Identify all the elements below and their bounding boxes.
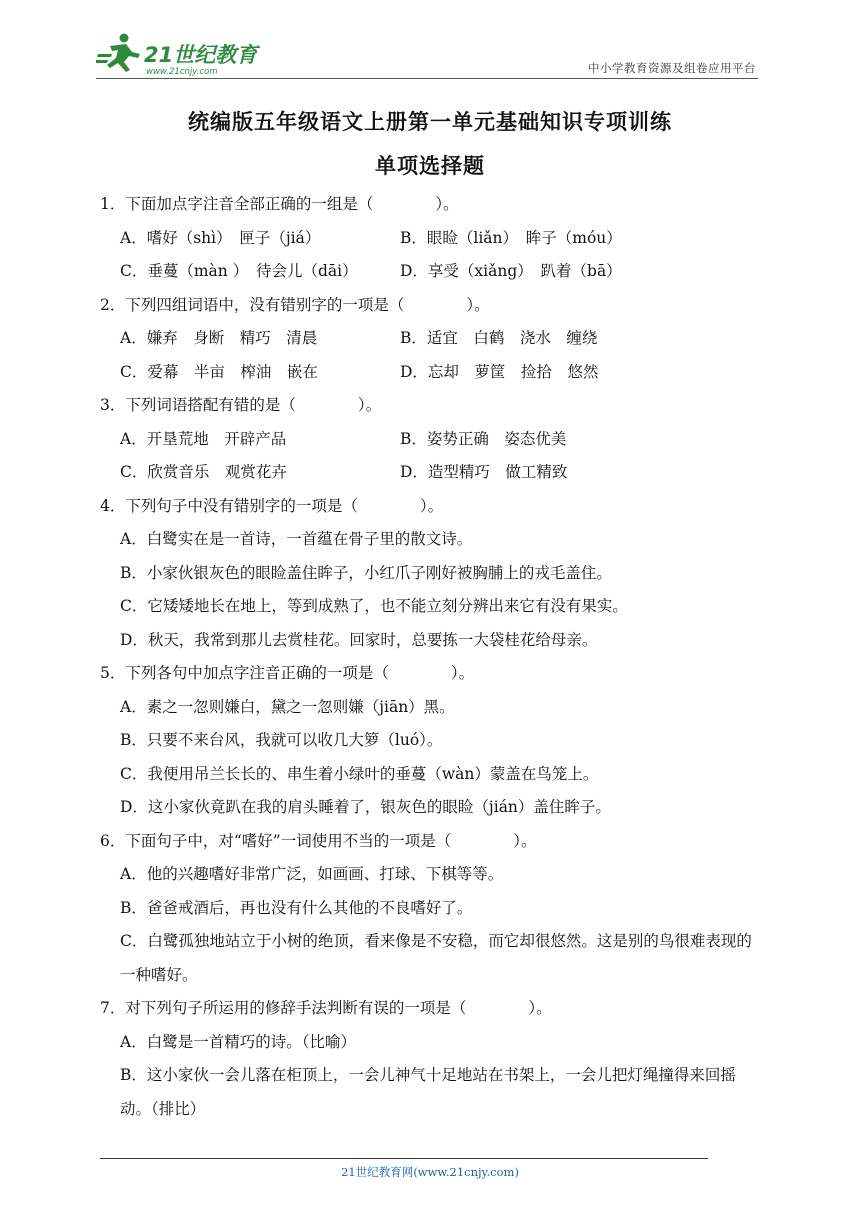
option-d: D．造型精巧 做工精致 [400,463,568,481]
option-d: D．秋天，我常到那儿去赏桂花。回家时，总要拣一大袋桂花给母亲。 [120,630,598,649]
option-c: C．我便用吊兰长长的、串生着小绿叶的垂蔓（wàn）蒙盖在鸟笼上。 [120,764,599,783]
option-row [100,255,760,289]
logo-url: www.21cnjy.com [146,67,218,76]
question-stem: 7．对下列句子所运用的修辞手法判断有误的一项是（ ）。 [100,999,552,1017]
option-row [100,222,760,256]
option-row [100,322,760,356]
question-stem: 2．下列四组词语中，没有错别字的一项是（ ）。 [100,295,490,314]
option-b: B．小家伙银灰色的眼睑盖住眸子，小红爪子刚好被胸脯上的戎毛盖住。 [120,563,612,582]
option-b: B．只要不来台风，我就可以收几大箩（luó）。 [120,731,443,749]
question-stem: 6．下面句子中，对“嗜好”一词使用不当的一项是（ ）。 [100,831,537,850]
option-b: B．姿势正确 姿态优美 [400,429,567,448]
option-c: C．它矮矮地长在地上，等到成熟了，也不能立刻分辨出来它有没有果实。 [120,597,628,615]
footer-text: 21世纪教育网(www.21cnjy.com) [341,1165,519,1179]
option-row [100,456,760,490]
option-c: C．爱幕 半亩 榨油 嵌在 [120,362,318,381]
question-stem: 1．下面加点字注音全部正确的一组是（ ）。 [100,195,459,213]
runner-icon [96,34,140,73]
page-header [96,30,758,80]
logo-text: 21世纪教育 [144,43,258,67]
option-b: B．这小家伙一会儿落在柜顶上，一会儿神气十足地站在书架上，一会儿把灯绳撞得来回摇动。（排比） [120,1066,736,1118]
option-a: A．开垦荒地 开辟产品 [120,429,287,448]
logo [96,32,261,76]
option-d: D．这小家伙竟趴在我的肩头睡着了，银灰色的眼睑（jián）盖住眸子。 [120,798,611,816]
option-a: A．嫌弃 身断 精巧 清晨 [120,329,318,347]
option-d: D．忘却 萝筐 捡拾 悠然 [400,362,599,381]
footer-divider [100,1158,708,1159]
header-divider [96,78,758,79]
section-title: 单项选择题 [375,153,485,178]
option-a: A．嗜好（shì） 匣子（jiá） [120,228,321,247]
question-stem: 3．下列词语搭配有错的是（ ）。 [100,396,382,414]
option-a: A．白鹭是一首精巧的诗。（比喻） [120,1032,356,1051]
option-b: B．适宜 白鹤 浇水 缠绕 [400,329,598,347]
option-row [100,356,760,390]
option-a: A．他的兴趣嗜好非常广泛，如画画、打球、下棋等等。 [120,865,504,883]
question-stem: 4．下列句子中没有错别字的一项是（ ）。 [100,496,444,515]
option-c: C．欣赏音乐 观赏花卉 [120,463,287,481]
option-a: A．素之一忽则嫌白，黛之一忽则嫌（jiān）黑。 [120,697,455,716]
platform-name: 中小学教育资源及组卷应用平台 [588,61,756,75]
option-b: B．眼睑（liǎn） 眸子（móu） [400,228,622,247]
question-stem: 5．下列各句中加点字注音正确的一项是（ ）。 [100,664,475,682]
option-b: B．爸爸戒酒后，再也没有什么其他的不良嗜好了。 [120,898,473,917]
question-list [100,188,760,1126]
option-d: D．享受（xiǎng） 趴着（bā） [400,262,622,280]
option-a: A．白鹭实在是一首诗，一首蕴在骨子里的散文诗。 [120,530,473,548]
option-c: C．垂蔓（màn ） 待会儿（dāi） [120,262,358,280]
option-c: C．白鹭孤独地站立于小树的绝顶，看来像是不安稳，而它却很悠然。这是别的鸟很难表现的一种嗜好。 [120,932,752,984]
page-title: 统编版五年级语文上册第一单元基础知识专项训练 [188,109,672,134]
option-row [100,423,760,457]
